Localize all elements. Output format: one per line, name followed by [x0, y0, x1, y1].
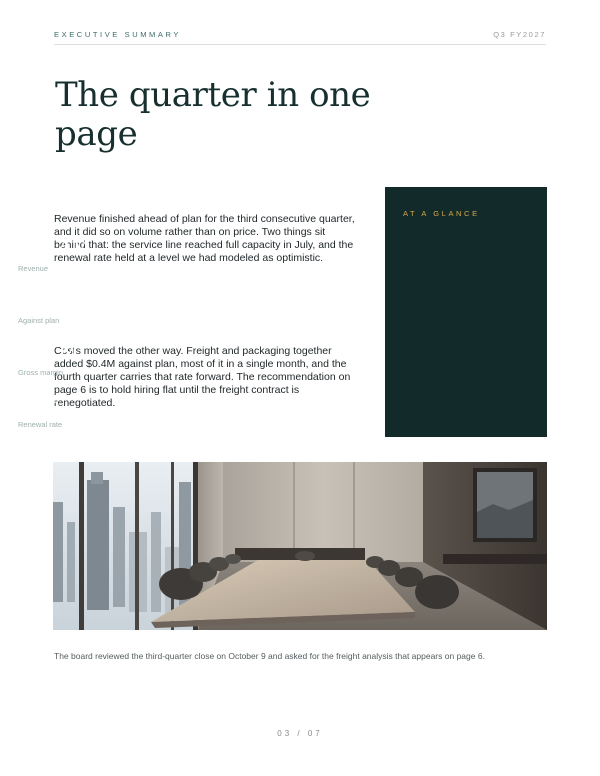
page-title: The quarter in one page	[55, 75, 371, 154]
stat-value: $5.1M	[18, 340, 79, 362]
stat-label: Revenue	[18, 264, 49, 273]
stat-renewal-rate	[18, 392, 62, 429]
stat-revenue	[18, 236, 90, 273]
stat-label: Renewal rate	[18, 420, 63, 429]
stat-value: $18.4M	[18, 236, 91, 258]
glance-heading: AT A GLANCE	[403, 209, 480, 218]
period-label: Q3 FY2027	[493, 30, 546, 39]
page-number: 03 / 07	[277, 729, 323, 738]
photo-caption: The board reviewed the third-quarter close on October 9 and asked for the freight analysis that appears on page 6.	[54, 651, 485, 661]
body-paragraph-revenue: Revenue finished ahead of plan for the third consecutive quarter, and it did so on volume rather than on price. Two things sit behind that: the service line reached full capacity in July, and the renewal rate held at a level we had modeled as optimistic.	[54, 213, 355, 264]
at-a-glance-panel	[385, 187, 547, 437]
body-paragraph-costs: Costs moved the other way. Freight and packaging together added $0.4M against plan, most of it in a single month, and the fourth quarter carries that rate forward. The recommendation on page 6 is to hold hiring flat until the freight contract is renegotiated.	[54, 345, 351, 409]
stat-against-plan	[18, 288, 92, 325]
stat-label: Gross margin	[18, 368, 64, 377]
section-label: EXECUTIVE SUMMARY	[54, 30, 181, 39]
stat-value: +11.2%	[18, 288, 93, 310]
stat-label: Against plan	[18, 316, 60, 325]
stat-value: 94%	[18, 392, 60, 414]
stat-gross-margin	[18, 340, 78, 377]
boardroom-photo	[53, 462, 547, 630]
header-divider	[54, 44, 546, 45]
